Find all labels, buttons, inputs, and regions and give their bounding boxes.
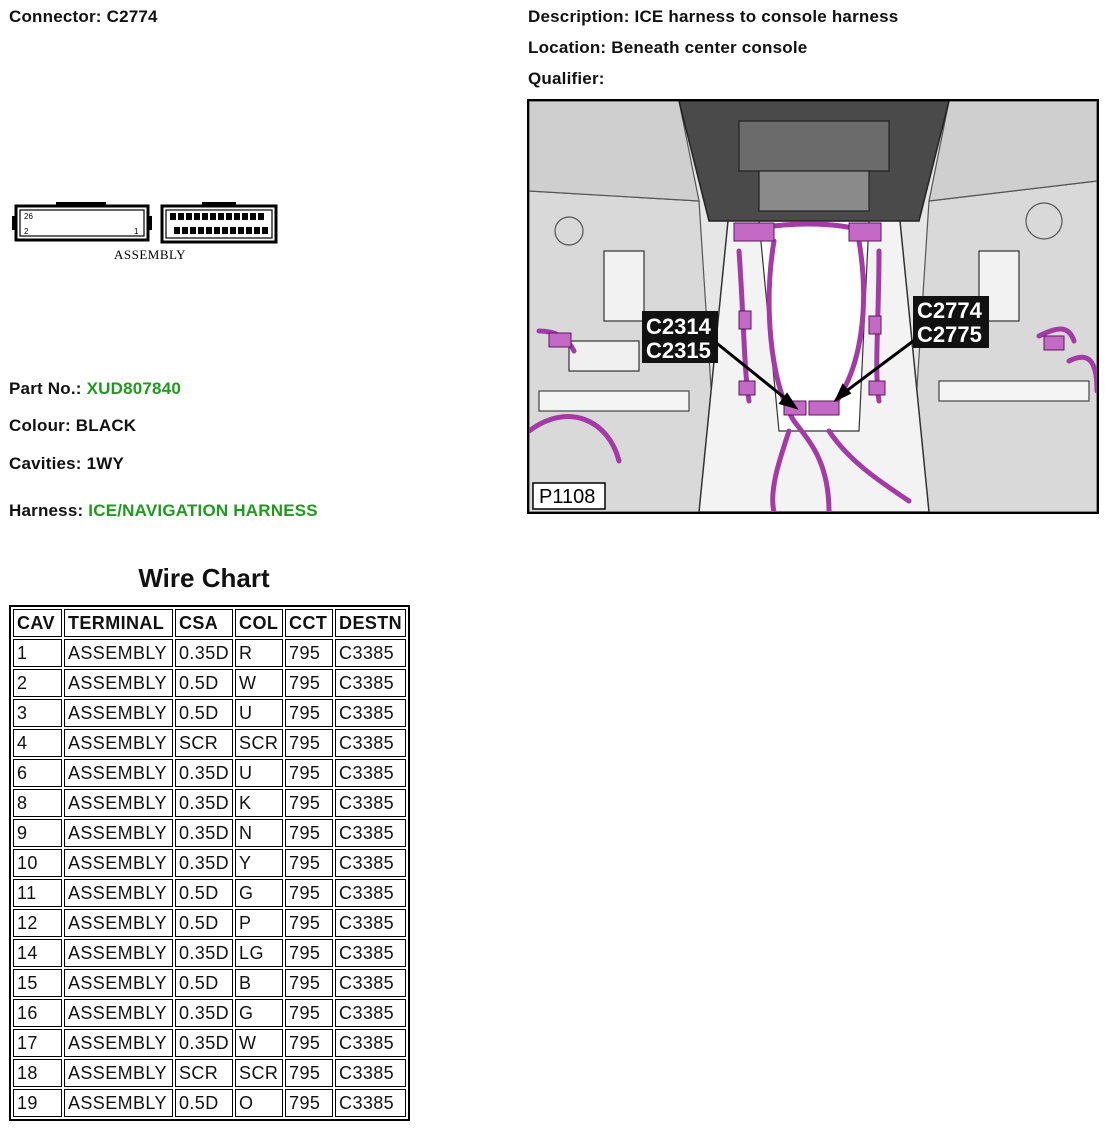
cell-csa: 0.5D <box>175 669 233 697</box>
cell-col: P <box>235 909 283 937</box>
cell-cav: 15 <box>13 969 62 997</box>
cell-cct: 795 <box>285 969 333 997</box>
connector-face-diagram <box>12 196 284 266</box>
location-photo <box>527 99 1099 514</box>
harness-label: Harness: <box>9 501 84 520</box>
qualifier-label: Qualifier: <box>528 69 605 88</box>
description-field <box>528 7 898 27</box>
wire-chart-title: Wire Chart <box>138 563 270 593</box>
cell-col: G <box>235 879 283 907</box>
pin-row-top <box>170 213 264 220</box>
cell-destn: C3385 <box>335 909 406 937</box>
cell-col: U <box>235 759 283 787</box>
table-row <box>13 1089 406 1117</box>
cell-col: G <box>235 999 283 1027</box>
pin-row-bottom <box>174 227 268 234</box>
cell-col: N <box>235 819 283 847</box>
cell-destn: C3385 <box>335 999 406 1027</box>
cell-cav: 1 <box>13 639 62 667</box>
location-field <box>528 38 807 58</box>
callout-right-1: C2774 <box>917 298 982 323</box>
cell-cct: 795 <box>285 669 333 697</box>
cell-csa: 0.35D <box>175 849 233 877</box>
cavities-value: 1WY <box>86 454 125 473</box>
cell-cct: 795 <box>285 849 333 877</box>
cell-cct: 795 <box>285 639 333 667</box>
callout-left <box>642 311 718 363</box>
cell-cav: 12 <box>13 909 62 937</box>
part-number-field <box>9 379 181 399</box>
location-label: Location: <box>528 38 607 57</box>
cell-csa: 0.35D <box>175 1029 233 1057</box>
cell-terminal: ASSEMBLY <box>64 909 173 937</box>
cell-csa: 0.35D <box>175 639 233 667</box>
cell-cav: 16 <box>13 999 62 1027</box>
cell-terminal: ASSEMBLY <box>64 1059 173 1087</box>
console-illustration <box>529 101 1097 512</box>
cell-cav: 14 <box>13 939 62 967</box>
connector-right-block <box>162 202 276 242</box>
cavities-field <box>9 454 124 474</box>
cell-terminal: ASSEMBLY <box>64 1029 173 1057</box>
table-row <box>13 789 406 817</box>
table-header-row <box>13 609 406 637</box>
header-csa: CSA <box>175 609 233 637</box>
cell-csa: 0.5D <box>175 1089 233 1117</box>
wire-chart-body <box>13 639 406 1117</box>
cell-col: O <box>235 1089 283 1117</box>
header-terminal: TERMINAL <box>64 609 173 637</box>
cell-col: U <box>235 699 283 727</box>
cell-csa: SCR <box>175 1059 233 1087</box>
table-row <box>13 1059 406 1087</box>
cell-terminal: ASSEMBLY <box>64 879 173 907</box>
cell-destn: C3385 <box>335 669 406 697</box>
photo-reference <box>533 483 605 509</box>
cell-cct: 795 <box>285 789 333 817</box>
cell-cct: 795 <box>285 999 333 1027</box>
harness-link[interactable]: ICE/NAVIGATION HARNESS <box>88 501 318 520</box>
table-row <box>13 759 406 787</box>
cell-col: R <box>235 639 283 667</box>
cell-cav: 4 <box>13 729 62 757</box>
cell-destn: C3385 <box>335 1029 406 1057</box>
wire-chart-table <box>9 605 410 1121</box>
cell-destn: C3385 <box>335 849 406 877</box>
cell-cct: 795 <box>285 729 333 757</box>
cell-col: SCR <box>235 1059 283 1087</box>
connector-left-block <box>12 202 152 240</box>
part-number-link[interactable]: XUD807840 <box>86 379 181 398</box>
cell-terminal: ASSEMBLY <box>64 999 173 1027</box>
colour-value: BLACK <box>75 416 137 435</box>
cell-cct: 795 <box>285 909 333 937</box>
cell-destn: C3385 <box>335 759 406 787</box>
callout-left-1: C2314 <box>646 314 711 339</box>
callout-right-2: C2775 <box>917 322 982 347</box>
cell-cav: 9 <box>13 819 62 847</box>
cell-cct: 795 <box>285 1089 333 1117</box>
description-label: Description: <box>528 7 630 26</box>
cell-destn: C3385 <box>335 1059 406 1087</box>
connector-label: Connector: <box>9 7 102 26</box>
cell-destn: C3385 <box>335 939 406 967</box>
cell-cav: 10 <box>13 849 62 877</box>
cell-csa: 0.5D <box>175 879 233 907</box>
cell-cct: 795 <box>285 879 333 907</box>
cell-cav: 3 <box>13 699 62 727</box>
header-col: COL <box>235 609 283 637</box>
connector-caption: ASSEMBLY <box>114 247 187 262</box>
cell-terminal: ASSEMBLY <box>64 669 173 697</box>
left-right-pin: 1 <box>134 227 139 236</box>
header-cav: CAV <box>13 609 62 637</box>
left-bottom-pin: 2 <box>24 227 29 236</box>
colour-field <box>9 416 136 436</box>
left-top-pin: 26 <box>24 212 33 221</box>
cell-cav: 2 <box>13 669 62 697</box>
connector-value: C2774 <box>106 7 158 26</box>
cell-col: B <box>235 969 283 997</box>
cell-cct: 795 <box>285 1029 333 1057</box>
cell-cav: 17 <box>13 1029 62 1057</box>
cell-destn: C3385 <box>335 639 406 667</box>
table-row <box>13 699 406 727</box>
cell-csa: 0.5D <box>175 699 233 727</box>
cell-terminal: ASSEMBLY <box>64 759 173 787</box>
cell-terminal: ASSEMBLY <box>64 849 173 877</box>
cell-csa: 0.5D <box>175 969 233 997</box>
table-row <box>13 1029 406 1057</box>
header-destn: DESTN <box>335 609 406 637</box>
cell-cct: 795 <box>285 759 333 787</box>
cell-csa: SCR <box>175 729 233 757</box>
cell-csa: 0.35D <box>175 999 233 1027</box>
cell-terminal: ASSEMBLY <box>64 819 173 847</box>
part-number-label: Part No.: <box>9 379 82 398</box>
cell-terminal: ASSEMBLY <box>64 969 173 997</box>
table-row <box>13 969 406 997</box>
cell-terminal: ASSEMBLY <box>64 1089 173 1117</box>
callout-left-2: C2315 <box>646 338 711 363</box>
cell-destn: C3385 <box>335 729 406 757</box>
cell-terminal: ASSEMBLY <box>64 729 173 757</box>
header-cct: CCT <box>285 609 333 637</box>
cell-col: W <box>235 1029 283 1057</box>
cell-destn: C3385 <box>335 969 406 997</box>
cell-cav: 6 <box>13 759 62 787</box>
cell-destn: C3385 <box>335 1089 406 1117</box>
cell-cav: 18 <box>13 1059 62 1087</box>
cell-terminal: ASSEMBLY <box>64 639 173 667</box>
qualifier-field <box>528 69 605 89</box>
table-row <box>13 879 406 907</box>
cell-col: LG <box>235 939 283 967</box>
table-row <box>13 819 406 847</box>
cell-cav: 8 <box>13 789 62 817</box>
cell-col: SCR <box>235 729 283 757</box>
table-row <box>13 849 406 877</box>
callout-right <box>913 296 989 348</box>
table-row <box>13 669 406 697</box>
cell-col: Y <box>235 849 283 877</box>
cell-csa: 0.35D <box>175 789 233 817</box>
table-row <box>13 939 406 967</box>
cell-destn: C3385 <box>335 819 406 847</box>
colour-label: Colour: <box>9 416 71 435</box>
harness-field <box>9 501 318 521</box>
cell-destn: C3385 <box>335 789 406 817</box>
cell-terminal: ASSEMBLY <box>64 699 173 727</box>
table-row <box>13 729 406 757</box>
photo-reference-label: P1108 <box>539 486 596 508</box>
cell-destn: C3385 <box>335 879 406 907</box>
cell-cct: 795 <box>285 699 333 727</box>
connector-field <box>9 7 158 27</box>
cell-csa: 0.35D <box>175 819 233 847</box>
cell-terminal: ASSEMBLY <box>64 789 173 817</box>
cell-cct: 795 <box>285 939 333 967</box>
cavities-label: Cavities: <box>9 454 82 473</box>
cell-terminal: ASSEMBLY <box>64 939 173 967</box>
cell-cct: 795 <box>285 819 333 847</box>
description-value: ICE harness to console harness <box>634 7 899 26</box>
table-row <box>13 909 406 937</box>
cell-destn: C3385 <box>335 699 406 727</box>
cell-csa: 0.35D <box>175 939 233 967</box>
cell-cav: 19 <box>13 1089 62 1117</box>
cell-cav: 11 <box>13 879 62 907</box>
cell-csa: 0.5D <box>175 909 233 937</box>
cell-csa: 0.35D <box>175 759 233 787</box>
table-row <box>13 639 406 667</box>
cell-cct: 795 <box>285 1059 333 1087</box>
table-row <box>13 999 406 1027</box>
location-value: Beneath center console <box>611 38 808 57</box>
cell-col: K <box>235 789 283 817</box>
cell-col: W <box>235 669 283 697</box>
